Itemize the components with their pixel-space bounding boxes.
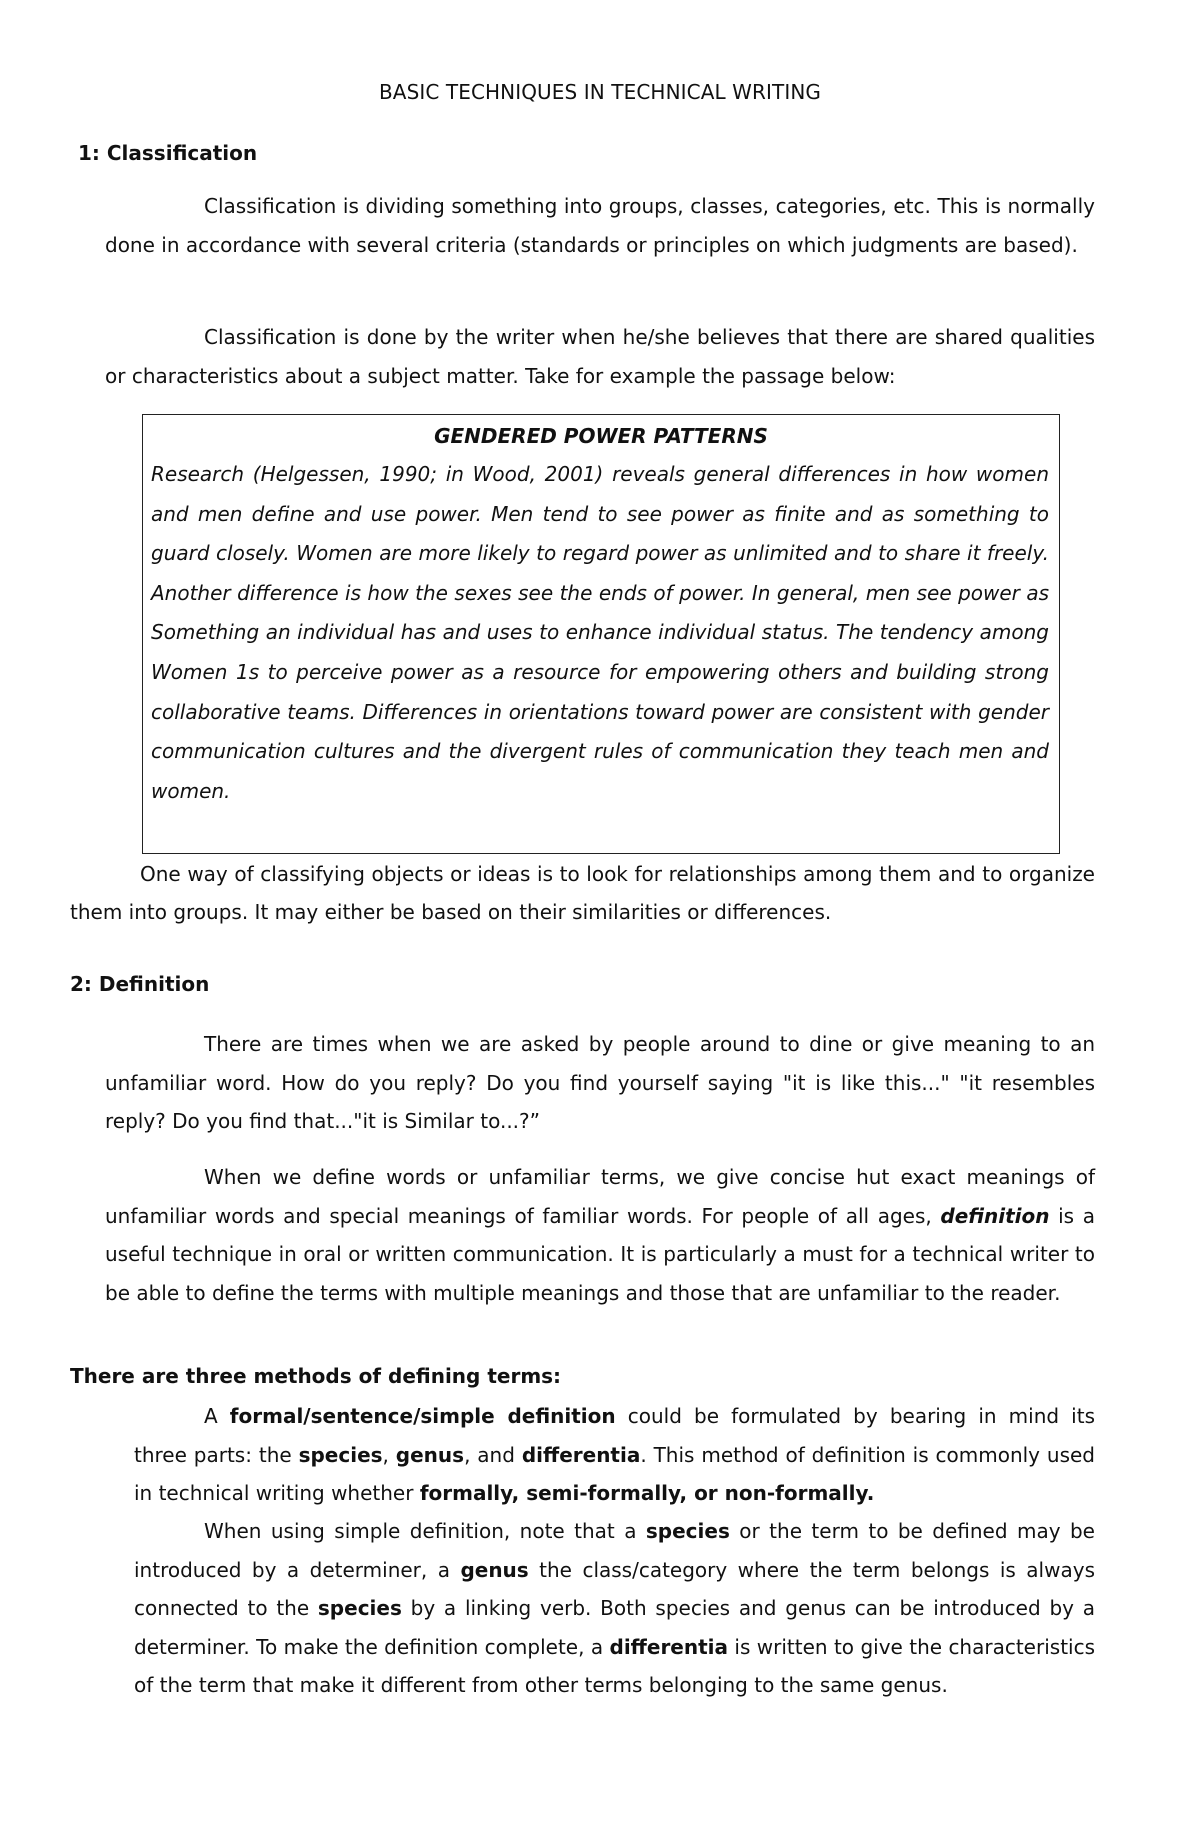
method-formal-paragraph: A formal/sentence/simple definition could be formulated by bearing in mind its three parts: the species, genus, and differentia. This method of definition is commonly used in technical writing whether formally, semi-formally, or non-formally. (134, 1404, 1096, 1505)
classification-heading: 1: Classification (78, 141, 258, 165)
classification-paragraph-1: Classification is dividing something into groups, classes, categories, etc. This is normally done in accordance with several criteria (standards or principles on which judgments are based). (105, 194, 1095, 257)
classification-paragraph-2: Classification is done by the writer when he/she believes that there are shared qualities or characteristics about a subject matter. Take for example the passage below: (105, 325, 1095, 388)
document-title: BASIC TECHNIQUES IN TECHNICAL WRITING (378, 80, 822, 104)
definition-paragraph-1: There are times when we are asked by people around to dine or give meaning to an unfamiliar word. How do you reply? Do you find yourself saying "it is like this..." "it resembles reply? Do you find that..."it is Similar to...?” (105, 1032, 1095, 1133)
passage-title: GENDERED POWER PATTERNS (434, 424, 768, 448)
classification-paragraph-3: One way of classifying objects or ideas is to look for relationships among them and to organize them into groups. It may either be based on their similarities or differences. (70, 862, 1095, 924)
method-simple-paragraph: When using simple definition, note that a species or the term to be defined may be introduced by a determiner, a genus the class/category where the term belongs is always connected to the species by a linking verb. Both species and genus can be introduced by a determiner. To make the definition complete, a differentia is written to give the characteristics of the term that make it different from other terms belonging to the same genus. (134, 1519, 1096, 1697)
definition-heading: 2: Definition (70, 972, 210, 996)
methods-heading: There are three methods of defining terms: (70, 1364, 562, 1388)
definition-term: definition (940, 1203, 1050, 1228)
passage-body: Research (Helgessen, 1990; in Wood, 2001) reveals general differences in how women and men define and use power. Men tend to see power as finite and as something to guard closely. Women are more likely to regard power as unlimited and to share it freely. Another difference is how the sexes see the ends of power. In general, men see power as Something an individual has and uses to enhance individual status. The tendency among Women 1s to perceive power as a resource for empowering others and building strong collaborative teams. Differences in orientations toward power are consistent with gender communication cultures and the divergent rules of communication they teach men and women. (151, 462, 1049, 803)
definition-paragraph-2: When we define words or unfamiliar terms, we give concise hut exact meanings of unfamiliar words and special meanings of familiar words. For people of all ages, definition is a useful technique in oral or written communication. It is particularly a must for a technical writer to be able to define the terms with multiple meanings and those that are unfamiliar to the reader. (105, 1165, 1095, 1305)
example-passage-box (142, 414, 1060, 854)
